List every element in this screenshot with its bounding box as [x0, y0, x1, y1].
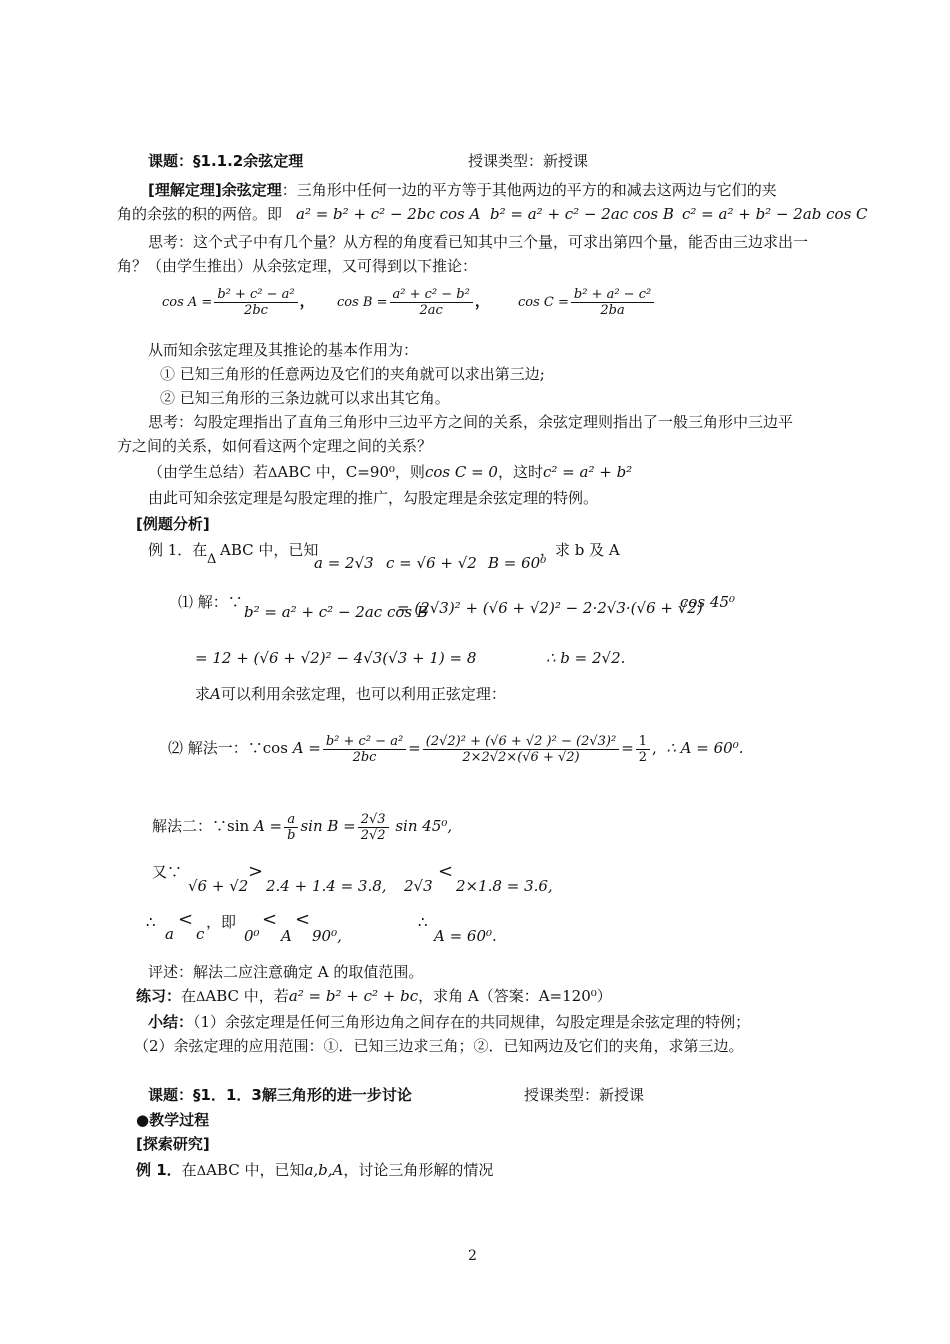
review: 评述：解法二应注意确定 A 的取值范围。: [148, 963, 424, 981]
cosC-zero: cos C = 0: [424, 463, 498, 481]
solution2-result: ∴ A = 60⁰.: [666, 739, 744, 757]
theorem-name: 余弦定理: [221, 181, 282, 199]
lesson-header-2: [148, 1085, 412, 1105]
topic-title: §1．1．3解三角形的进一步讨论: [193, 1086, 412, 1104]
solution2-label: ⑵ 解法一：∵cos: [168, 739, 288, 757]
lesson-header-1: [148, 151, 303, 171]
type-label: 授课类型：: [468, 152, 544, 170]
numerator: (2√2)² + (√6 + √2 )² − (2√3)²: [423, 734, 619, 750]
understand-tag: [理解定理]: [148, 181, 222, 199]
cosA-fraction: [323, 734, 406, 765]
therefore-2: ∴: [418, 913, 428, 931]
ratio-fraction: [358, 812, 389, 843]
result-A: A = 60⁰.: [434, 927, 497, 945]
triangle-symbol: Δ: [268, 466, 278, 481]
explore-tag: [探索研究]: [136, 1135, 210, 1153]
ask-text-2: 可以利用余弦定理，也可以利用正弦定理：: [220, 685, 506, 703]
denominator: 2ac: [419, 302, 443, 318]
theorem-line-2: [117, 204, 282, 224]
summary-tag: 小结：: [148, 1013, 194, 1031]
angle-A-eq: A =: [292, 739, 321, 757]
triangle-symbol: Δ: [207, 552, 217, 567]
numerator: a² + c² − b²: [390, 287, 473, 303]
also-label: 又∵: [152, 863, 183, 881]
denominator: 2bc: [244, 302, 268, 318]
type-value: 新授课: [543, 152, 589, 170]
solution1-eq2: = (2√3)² + (√6 + √2)² − 2·2√3·(√6 + √2): [397, 599, 703, 617]
theorem-line-1: [148, 180, 777, 200]
less-than: <: [295, 909, 311, 930]
denominator: b: [287, 827, 296, 843]
example1-ask: ，求 b 及 A: [540, 541, 620, 559]
triangle-symbol: Δ: [196, 1164, 207, 1179]
type-value: 新授课: [599, 1086, 645, 1104]
think2-line-1: 思考：勾股定理指出了直角三角形中三边平方之间的关系，余弦定理则指出了一般三角形中三边平: [148, 413, 794, 431]
summary-line-1: [148, 1012, 750, 1032]
angle-A: A: [210, 685, 221, 703]
think2-text: ，这时: [497, 463, 543, 481]
side-c: c: [196, 925, 205, 943]
practice-text: ，求角 A（答案：A=120⁰）: [418, 987, 612, 1005]
numerator: b² + c² − a²: [214, 287, 297, 303]
also-lhs1: √6 + √2: [188, 877, 249, 895]
denominator: 2: [638, 749, 648, 765]
think1-line-1: 思考：这个式子中有几个量？从方程的角度看已知其中三个量，可求出第四个量，能否由三边求出一: [148, 233, 809, 251]
denominator: 2×2√2×(√6 + √2): [462, 749, 580, 765]
a-over-b: [284, 812, 298, 843]
also-rhs1: 2.4 + 1.4 = 3.8,: [266, 877, 387, 895]
practice-formula: a² = b² + c² + bc: [288, 987, 419, 1005]
think2-text: ABC 中，C=90⁰，则: [277, 463, 425, 481]
example2-text: ，讨论三角形解的情况: [343, 1161, 494, 1179]
law-of-cosines-a: a² = b² + c² − 2bc cos A: [296, 205, 481, 223]
corollary-lhs: cos C =: [518, 295, 569, 310]
think2-line-4: 由此可知余弦定理是勾股定理的推广，勾股定理是余弦定理的特例。: [148, 489, 599, 507]
numerator: 2√3: [358, 812, 389, 828]
therefore-mid: ，即: [206, 913, 237, 931]
less-than: <: [438, 861, 454, 882]
ask-text: 求: [195, 685, 211, 703]
topic-label: 课题：: [148, 152, 194, 170]
corollary-cosC: [518, 284, 656, 320]
therefore-1: ∴: [146, 913, 156, 931]
corollary-fraction: [571, 287, 654, 318]
solution1-result: ∴ b = 2√2.: [546, 649, 626, 667]
zero-degree: 0⁰: [244, 927, 260, 945]
example2: [136, 1160, 493, 1182]
basic-intro: 从而知余弦定理及其推论的基本作用为：: [148, 341, 419, 359]
think2-line-2: 方之间的关系，如何看这两个定理之间的关系？: [117, 437, 433, 455]
half-fraction: [636, 734, 650, 765]
practice-tag: 练习：: [136, 987, 182, 1005]
corollary-cosA: cos A = $\frac{\text{b² + c² − a²}}{2bc}$ ，: [162, 286, 315, 318]
example1-tri: ABC 中，已知: [220, 541, 319, 559]
example1-label: 例 1．在: [148, 541, 208, 559]
numerator: a: [284, 812, 298, 828]
denominator: 2ba: [600, 302, 625, 318]
example2-label: 例 1．: [136, 1161, 182, 1179]
corollary-lhs: cos A =: [162, 295, 213, 310]
example2-vars: a,b,A: [304, 1161, 344, 1179]
numerator: 1: [636, 734, 650, 750]
given-a: a = 2√3: [314, 554, 374, 572]
triangle-symbol: Δ: [196, 990, 206, 1005]
less-than: <: [178, 909, 194, 930]
law-of-cosines-c: c² = a² + b² − 2ab cos C: [682, 205, 868, 223]
greater-than: >: [248, 861, 264, 882]
topic-title: §1.1.2余弦定理: [193, 152, 304, 170]
solution1-eq1: b² = a² + c² − 2ac cos B: [244, 603, 428, 621]
corollary-lhs: cos B =: [337, 295, 388, 310]
cosA-value-fraction: [423, 734, 619, 765]
corollary-fraction: [390, 287, 473, 318]
corollary-cosB: cos B = $\frac{\text{a² + c² − b²}}{2ac}$ ，: [337, 286, 490, 318]
denominator: 2√2: [360, 827, 386, 843]
think1-line-2: 角？（由学生推出）从余弦定理，又可得到以下推论：: [117, 257, 478, 275]
example2-text: ABC 中，已知: [206, 1161, 305, 1179]
topic-label: 课题：: [148, 1086, 194, 1104]
example2-text: 在: [181, 1161, 197, 1179]
theorem-text-1: ：三角形中任何一边的平方等于其他两边的平方的和减去这两边与它们的夹: [281, 181, 777, 199]
solution1-eq3: = 12 + (√6 + √2)² − 4√3(√3 + 1) = 8: [195, 649, 477, 667]
lesson-type-2: [524, 1085, 644, 1105]
basic-item-2: ② 已知三角形的三条边就可以求出其它角。: [160, 389, 450, 407]
summary-text: （1）余弦定理是任何三角形边角之间存在的共同规律，勾股定理是余弦定理的特例；: [193, 1013, 751, 1031]
practice: [136, 986, 612, 1008]
practice-text: ABC 中，若: [205, 987, 289, 1005]
page-number: 2: [468, 1248, 477, 1264]
sinB: sin B =: [300, 817, 356, 835]
solution1-ask: [195, 684, 506, 704]
examples-tag: [例题分析]: [136, 515, 210, 533]
solution2: ⑵ 解法一：∵cos A = $\frac{\text{b² + c² − a²}}{2bc}$ = $\frac{\text{(2√2)² + (√6 + √2 )² − (2√3)²}}{2\times 2√2\times(√6 + √2)}$ = $\frac{1}{2}$ , ∴ A = 60⁰.: [168, 733, 744, 765]
numerator: b² + a² − c²: [571, 287, 654, 303]
given-c: c = √6 + √2: [386, 554, 477, 572]
angle-A-eq: A =: [253, 817, 283, 835]
sin45: sin 45⁰,: [395, 817, 453, 835]
given-B: B = 60⁰: [488, 554, 547, 572]
basic-item-1: ① 已知三角形的任意两边及它们的夹角就可以求出第三边;: [160, 365, 545, 383]
solution3: [152, 806, 452, 846]
also-rhs2: 2×1.8 = 3.6,: [456, 877, 553, 895]
less-than: <: [262, 909, 278, 930]
angle-A: A: [281, 927, 292, 945]
pythagoras-formula: c² = a² + b²: [542, 463, 633, 481]
side-a: a: [165, 925, 174, 943]
corollary-fraction: [214, 287, 297, 318]
solution1-label: ⑴ 解：∵: [178, 593, 243, 611]
ninety-degree: 90⁰,: [312, 927, 342, 945]
teaching-process: ●教学过程: [136, 1111, 210, 1129]
solution1-cos45: cos 45⁰: [680, 593, 735, 611]
theorem-text-2: 角的余弦的积的两倍。即: [117, 205, 283, 223]
denominator: 2bc: [352, 749, 377, 765]
law-of-cosines-b: b² = a² + c² − 2ac cos B: [490, 205, 674, 223]
also-lhs2: 2√3: [404, 877, 433, 895]
summary-line-2: （2）余弦定理的应用范围：①．已知三边求三角；②．已知两边及它们的夹角，求第三边。: [134, 1037, 744, 1055]
type-label: 授课类型：: [524, 1086, 600, 1104]
think2-text: （由学生总结）若: [148, 463, 269, 481]
numerator: b² + c² − a²: [323, 734, 406, 750]
lesson-type: [468, 151, 588, 171]
practice-text: 在: [181, 987, 197, 1005]
think2-line-3: [148, 462, 632, 484]
solution3-label: 解法二：∵sin: [152, 817, 250, 835]
